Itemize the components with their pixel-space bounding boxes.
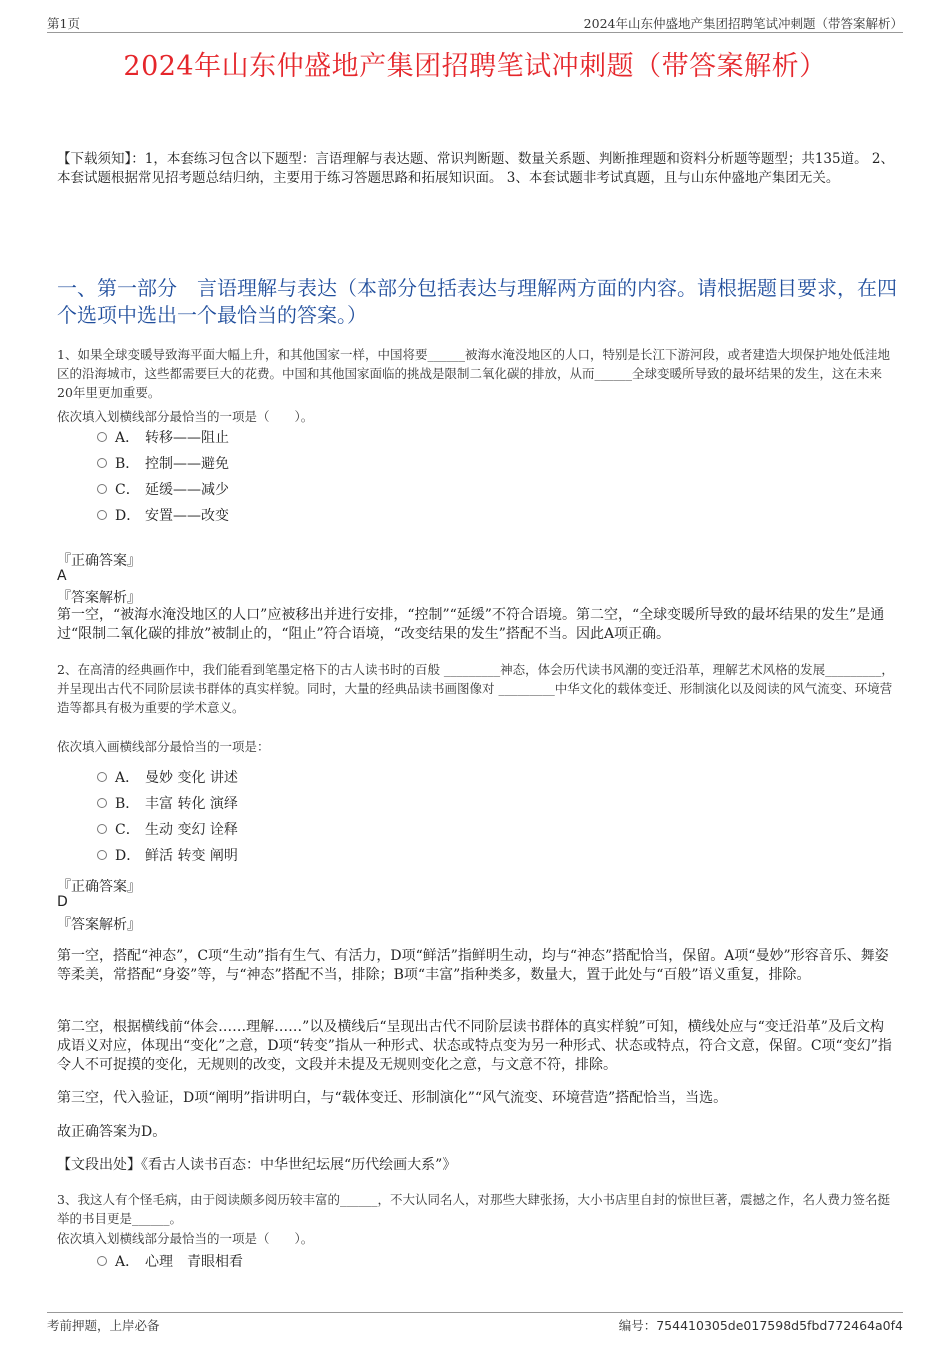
q2-option-b[interactable]: B． 丰富 转化 演绎 [97,794,238,814]
q1-analysis-label: 『答案解析』 [57,590,141,606]
question-3-stem: 3、我这人有个怪毛病，由于阅读颇多阅历较丰富的______，不大认同名人，对那些大肆张扬，大小书店里自封的惊世巨著，震撼之作，名人费力签名挺举的书目更是______。 [57,1192,890,1226]
radio-icon[interactable] [97,824,107,834]
q2-analysis-paragraph: 第二空，根据横线前“体会……理解……”以及横线后“呈现出古代不同阶层读书群体的真实样貌”可知，横线处应与“变迁沿革”及后文构成语义对应，体现出“变化”之意，D项“转变”指从一种形式、状态或特点变为另一种形式、状态或特点，符合文意，保留。C项“变幻”指令人不可捉摸的变化，无规则的改变，文段并未提及无规则变化之意，与文意不符，排除。 [57,1019,892,1073]
q1-answer-label: 『正确答案』 [57,553,141,569]
section-heading: 一、第一部分 言语理解与表达（本部分包括表达与理解两方面的内容。请根据题目要求，在四个选项中选出一个最恰当的答案。） [57,276,897,327]
radio-icon[interactable] [97,510,107,520]
q2-source: 【文段出处】《看古人读书百态：中华世纪坛展“历代绘画大系”》 [57,1157,457,1173]
q1-option-d[interactable]: D． 安置——改变 [97,506,229,526]
q1-option-a[interactable]: A． 转移——阻止 [97,428,229,448]
q1-option-b[interactable]: B． 控制——避免 [97,454,229,474]
q2-conclusion: 故正确答案为D。 [57,1124,167,1140]
page-number: 第1页 [47,16,80,31]
question-3-prompt: 依次填入划横线部分最恰当的一项是（ ）。 [57,1231,314,1246]
radio-icon[interactable] [97,484,107,494]
question-1-prompt: 依次填入划横线部分最恰当的一项是（ ）。 [57,409,314,424]
question-2-prompt: 依次填入画横线部分最恰当的一项是： [57,739,270,754]
question-1-stem: 1、如果全球变暖导致海平面大幅上升，和其他国家一样，中国将要______被海水淹没地区的人口，特别是长江下游河段，或者建造大坝保护地处低洼地区的沿海城市，这些都需要巨大的花费。中国和其他国家面临的挑战是限制二氧化碳的排放，从而______全球变暖所导致的最坏结果的发生，这在未来20年里更加重要。 [57,347,890,400]
q2-option-a[interactable]: A． 曼妙 变化 讲述 [97,768,238,788]
q2-answer-label: 『正确答案』 [57,879,141,895]
footer-code: 编号：754410305de017598d5fbd772464a0f4 [618,1318,903,1333]
page-footer [47,1312,903,1331]
q1-option-c[interactable]: C． 延缓——减少 [97,480,229,500]
q3-option-a[interactable]: A． 心理 青眼相看 [97,1252,243,1272]
q2-option-d[interactable]: D． 鲜活 转变 阐明 [97,846,238,866]
page-header [47,14,903,33]
q2-analysis-paragraph: 第一空，搭配“神态”，C项“生动”指有生气、有活力，D项“鲜活”指鲜明生动，均与“神态”搭配恰当，保留。A项“曼妙”形容音乐、舞姿等柔美，常搭配“身姿”等，与“神态”搭配不当，排除；B项“丰富”指种类多，数量大，置于此处与“百般”语义重复，排除。 [57,948,889,983]
radio-icon[interactable] [97,432,107,442]
q2-analysis-paragraph: 第三空，代入验证，D项“阐明”指讲明白，与“载体变迁、形制演化”“风气流变、环境营造”搭配恰当，当选。 [57,1090,728,1106]
q2-answer: D [57,894,68,910]
q2-analysis-label: 『答案解析』 [57,917,141,933]
radio-icon[interactable] [97,1256,107,1266]
radio-icon[interactable] [97,772,107,782]
q1-answer: A [57,568,67,584]
download-notice: 【下载须知】：1，本套练习包含以下题型：言语理解与表达题、常识判断题、数量关系题、判断推理题和资料分析题等题型；共135道。 2、本套试题根据常见招考题总结归纳，主要用于练习答题思路和拓展知识面。 3、本套试题非考试真题，且与山东仲盛地产集团无关。 [57,151,894,186]
q1-analysis: 第一空，“被海水淹没地区的人口”应被移出并进行安排，“控制”“延缓”不符合语境。第二空，“全球变暖所导致的最坏结果的发生”是通过“限制二氧化碳的排放”被制止的，“阻止”符合语境，“改变结果的发生”搭配不当。因此A项正确。 [57,607,885,642]
document-title: 2024年山东仲盛地产集团招聘笔试冲刺题（带答案解析） [123,51,827,82]
radio-icon[interactable] [97,850,107,860]
q2-option-c[interactable]: C． 生动 变幻 诠释 [97,820,238,840]
radio-icon[interactable] [97,458,107,468]
header-doc-title: 2024年山东仲盛地产集团招聘笔试冲刺题（带答案解析） [583,16,903,31]
footer-slogan: 考前押题，上岸必备 [47,1318,160,1333]
question-2-stem: 2、在高清的经典画作中，我们能看到笔墨定格下的古人读书时的百般 _________神态，体会历代读书风潮的变迁沿革，理解艺术风格的发展_________，并呈现出古代不同阶层读书群体的真实样貌。同时，大量的经典品读书画图像对 _________中华文化的载体变迁、形制演化以及阅读的风气流变、环境营造等都具有极为重要的学术意义。 [57,662,894,715]
radio-icon[interactable] [97,798,107,808]
